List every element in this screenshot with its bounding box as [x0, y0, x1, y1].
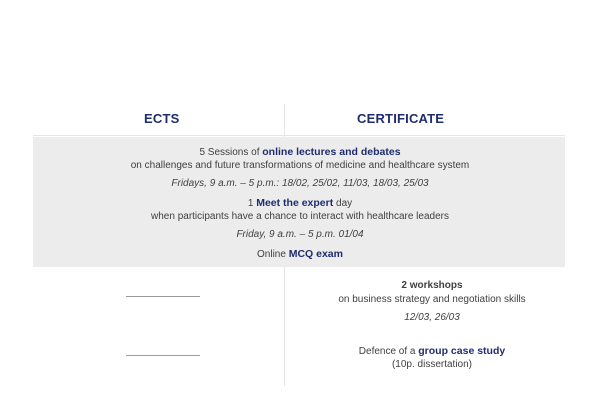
ects-case-study-placeholder-dash	[126, 355, 200, 356]
expert-description: when participants have a chance to interact with healthcare leaders	[151, 211, 449, 222]
expert-prefix: 1	[247, 198, 257, 209]
workshops-dates: 12/03, 26/03	[404, 312, 460, 323]
workshops-description: on business strategy and negotiation skills	[338, 294, 526, 305]
header-divider	[33, 135, 565, 136]
exam-prefix: Online	[257, 249, 289, 260]
expert-date: Friday, 9 a.m. – 5 p.m. 01/04	[236, 229, 364, 240]
ects-column-header: ECTS	[144, 111, 180, 126]
expert-highlight: Meet the expert	[256, 197, 334, 209]
lectures-dates: Fridays, 9 a.m. – 5 p.m.: 18/02, 25/02, 11/03, 18/03, 25/03	[171, 178, 429, 189]
workshops-title: 2 workshops	[401, 280, 463, 291]
expert-suffix: day	[333, 198, 353, 209]
lectures-title	[0, 146, 600, 158]
ects-workshops-placeholder-dash	[126, 296, 200, 297]
case-study-description: (10p. dissertation)	[391, 359, 473, 370]
lectures-highlight: online lectures and debates	[262, 146, 401, 158]
exam-line	[0, 248, 600, 260]
expert-title	[0, 197, 600, 209]
lectures-prefix: 5 Sessions of	[199, 147, 263, 158]
case-study-prefix: Defence of a	[358, 346, 419, 357]
exam-highlight: MCQ exam	[288, 248, 343, 260]
case-study-highlight: group case study	[418, 345, 506, 357]
case-study-title	[284, 345, 580, 357]
certificate-column-header: CERTIFICATE	[357, 111, 445, 126]
lectures-description: on challenges and future transformations of medicine and healthcare system	[130, 160, 470, 171]
